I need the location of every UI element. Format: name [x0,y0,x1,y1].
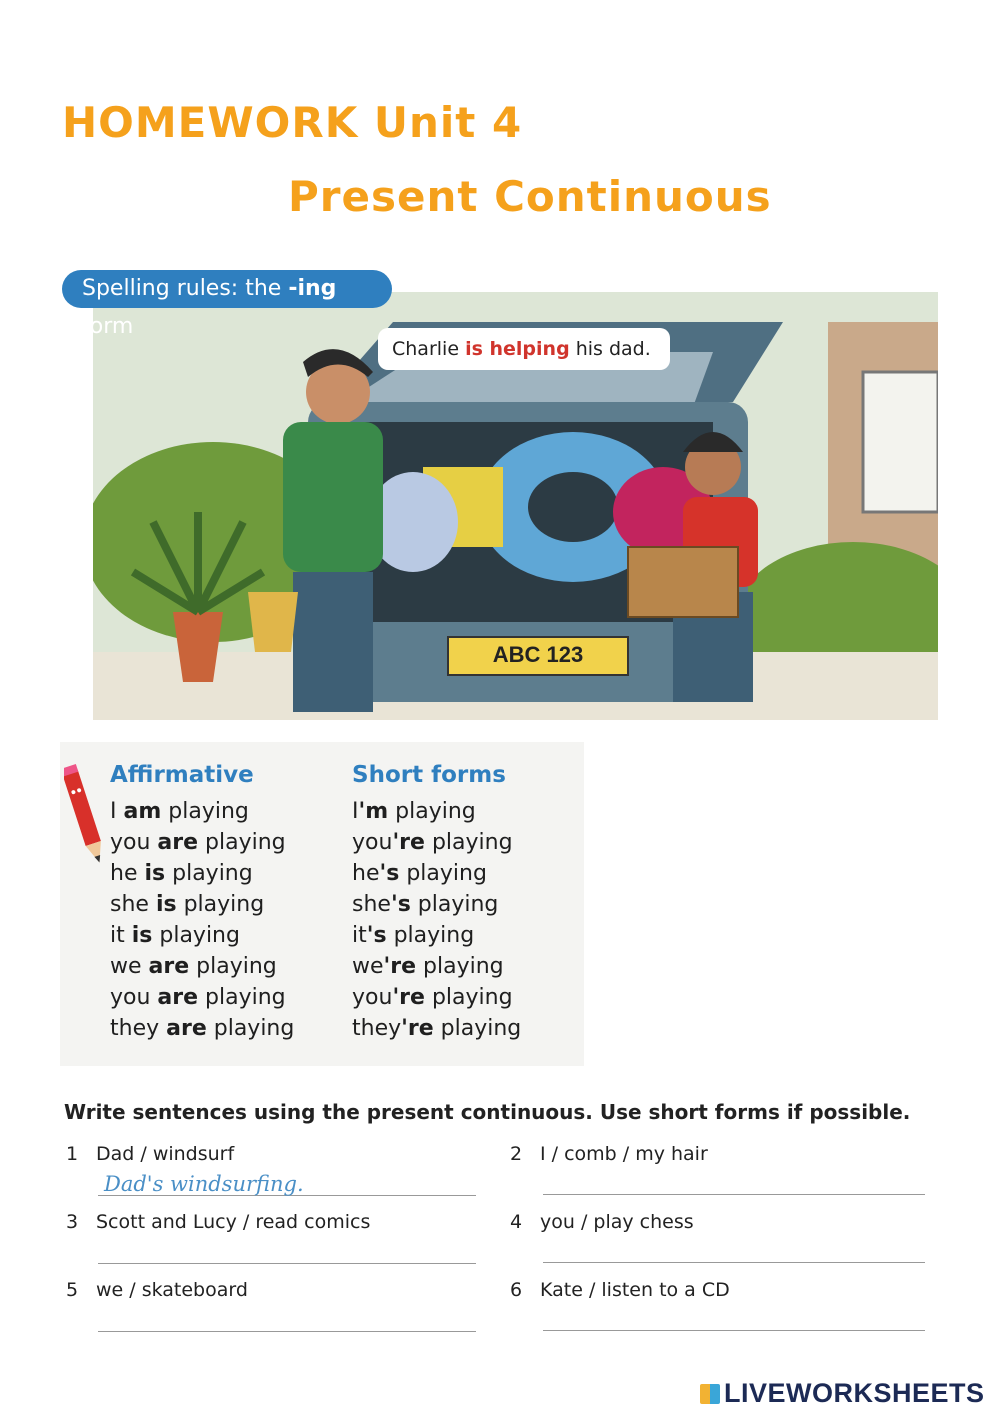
item-number: 5 [66,1279,79,1301]
row-subject: she [352,892,391,917]
item-prompt: we / skateboard [96,1279,248,1301]
affirmative-row [110,951,294,982]
row-verb: 's [366,923,387,948]
row-subject: it [352,923,367,948]
row-verb: are [157,985,199,1010]
row-verb: 's [379,861,400,886]
row-subject: you [110,830,158,855]
short-row [352,982,521,1013]
row-verb: 're [392,985,425,1010]
logo-icon [700,1384,720,1404]
item-number: 3 [66,1211,79,1233]
example-answer: Dad's windsurfing. [104,1172,304,1196]
worksheet-subtitle: Present Continuous [288,172,772,221]
affirmative-row [110,889,294,920]
row-ing: playing [433,1016,522,1041]
affirmative-row [110,982,294,1013]
item-number: 1 [66,1143,79,1165]
row-ing: playing [198,985,286,1010]
short-row [352,1013,521,1044]
exercise-item-6 [510,1279,730,1301]
answer-line-2[interactable] [543,1194,925,1195]
row-ing: playing [165,861,253,886]
answer-line-4[interactable] [543,1262,925,1263]
answer-line-3[interactable] [98,1263,476,1264]
row-subject: I [110,799,124,824]
exercise-instruction: Write sentences using the present continuous. Use short forms if possible. [64,1100,911,1124]
row-verb: are [148,954,190,979]
row-verb: are [157,830,199,855]
item-number: 4 [510,1211,523,1233]
row-ing: playing [161,799,249,824]
pill-suffix: form [82,314,134,339]
item-prompt: Dad / windsurf [96,1143,235,1165]
row-ing: playing [386,923,475,948]
item-number: 6 [510,1279,523,1301]
row-verb: is [155,892,177,917]
short-forms-heading: Short forms [352,762,506,788]
row-verb: 's [390,892,411,917]
short-row [352,920,521,951]
row-subject: you [110,985,158,1010]
exercise-item-4 [510,1211,694,1233]
row-verb: 'm [358,799,389,824]
row-ing: playing [424,985,513,1010]
row-verb: is [144,861,166,886]
bubble-verb: is helping [465,338,570,360]
affirmative-row [110,920,294,951]
worksheet-title: HOMEWORK Unit 4 [62,98,523,147]
pencil-icon [64,760,104,870]
bubble-name: Charlie [392,338,466,360]
row-verb: 're [401,1016,434,1041]
affirmative-column [110,762,294,1044]
affirmative-row [110,1013,294,1044]
item-prompt: Kate / listen to a CD [540,1279,730,1301]
row-ing: playing [410,892,499,917]
affirmative-row [110,796,294,827]
row-subject: we [110,954,149,979]
logo-text: LIVEWORKSHEETS [724,1378,985,1408]
affirmative-row [110,827,294,858]
row-verb: 're [392,830,425,855]
row-subject: we [352,954,384,979]
row-verb: am [123,799,162,824]
item-prompt: Scott and Lucy / read comics [96,1211,371,1233]
liveworksheets-logo [700,1378,985,1409]
row-subject: you [352,985,393,1010]
item-number: 2 [510,1143,523,1165]
exercise-item-3 [66,1211,370,1233]
row-ing: playing [424,830,513,855]
row-subject: she [110,892,156,917]
pill-bold: -ing [288,276,337,301]
exercise-item-1 [66,1143,234,1165]
speech-bubble [378,328,670,370]
row-verb: is [131,923,153,948]
row-ing: playing [388,799,476,824]
affirmative-row [110,858,294,889]
row-ing: playing [152,923,240,948]
row-ing: playing [176,892,265,917]
short-row [352,951,521,982]
section-heading-pill [62,270,392,339]
short-forms-column [352,762,521,1044]
row-ing: playing [399,861,487,886]
row-subject: it [110,923,132,948]
short-row [352,827,521,858]
row-subject: I [352,799,359,824]
exercise-item-2 [510,1143,708,1165]
row-subject: he [352,861,380,886]
pill-prefix: Spelling rules: the [82,276,289,301]
row-subject: he [110,861,145,886]
short-row [352,858,521,889]
license-plate: ABC 123 [492,642,584,667]
row-verb: are [166,1016,207,1041]
row-verb: 're [383,954,417,979]
answer-line-5[interactable] [98,1331,476,1332]
row-ing: playing [189,954,277,979]
grammar-table [60,742,584,1066]
illustration [93,292,938,720]
affirmative-heading: Affirmative [110,762,254,788]
answer-line-6[interactable] [543,1330,925,1331]
item-prompt: you / play chess [540,1211,694,1233]
row-ing: playing [198,830,286,855]
bubble-end: his dad. [569,338,651,360]
exercise-item-5 [66,1279,248,1301]
row-subject: they [352,1016,402,1041]
short-row [352,796,521,827]
row-subject: you [352,830,393,855]
item-prompt: I / comb / my hair [540,1143,708,1165]
short-row [352,889,521,920]
row-ing: playing [206,1016,295,1041]
row-ing: playing [416,954,504,979]
row-subject: they [110,1016,167,1041]
